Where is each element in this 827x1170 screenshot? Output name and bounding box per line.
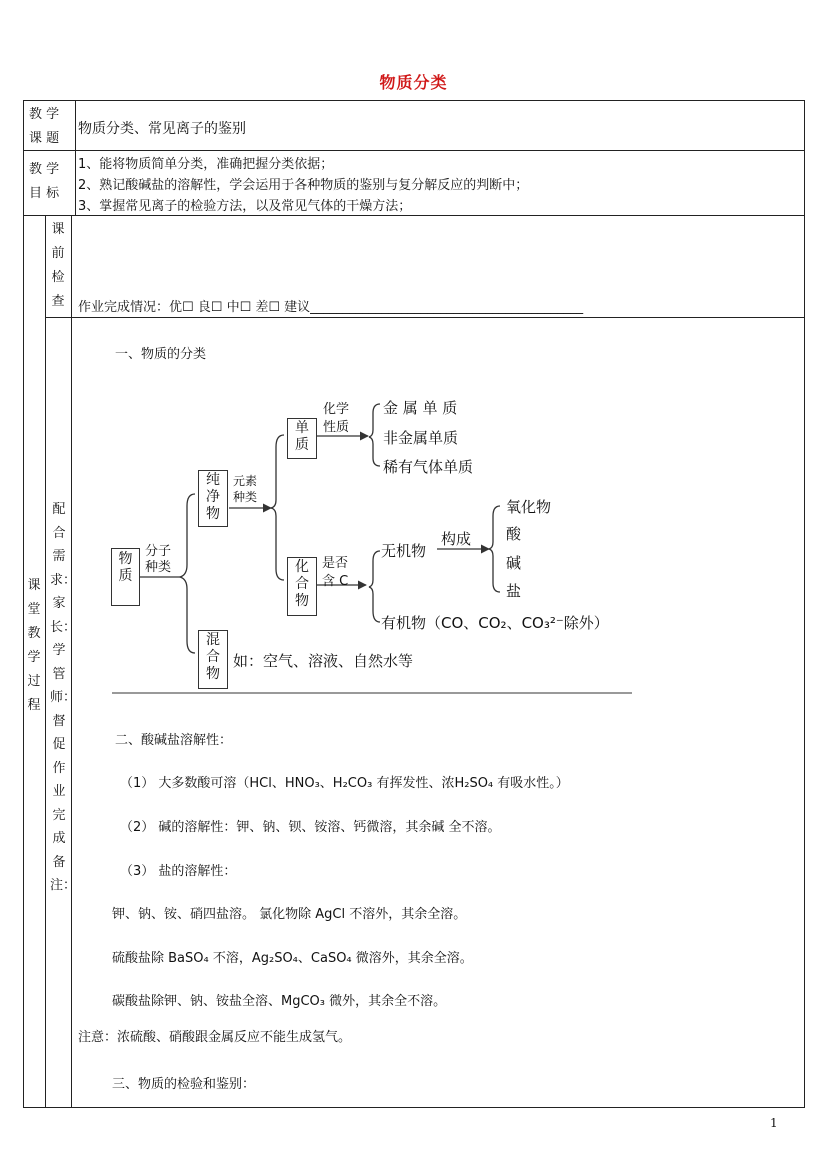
item-organic: 有机物（CO、CO₂、CO₃²⁻除外） <box>381 614 609 632</box>
suggestion-blank: __________________________________________ <box>310 300 584 315</box>
item-salt: 盐 <box>506 582 522 600</box>
label-element-kind: 元素 <box>233 474 258 488</box>
label-compose: 构成 <box>441 530 472 548</box>
process-label: 课堂教学过程 <box>27 578 41 713</box>
node-substance: 物质 <box>111 548 140 606</box>
section-heading: 一、物质的分类 <box>115 347 207 362</box>
item-acid: 酸 <box>506 525 522 543</box>
item-inorganic: 无机物 <box>381 542 427 560</box>
mixture-examples: 如：空气、溶液、自然水等 <box>233 652 414 670</box>
label-property: 性质 <box>323 420 350 435</box>
item-nonmetal: 非金属单质 <box>383 429 459 447</box>
label-kind-2: 种类 <box>233 490 258 504</box>
node-element: 单质 <box>287 418 317 459</box>
paragraph: 硫酸盐除 BaSO₄ 不溶，Ag₂SO₄、CaSO₄ 微溶外，其余全溶。 <box>112 951 473 966</box>
node-mixture: 混合物 <box>198 630 228 689</box>
label-kind: 种类 <box>145 560 172 575</box>
section-heading: 二、酸碱盐溶解性： <box>115 733 233 748</box>
section-heading: 三、物质的检验和鉴别： <box>112 1077 256 1092</box>
node-pure: 纯净物 <box>198 470 228 527</box>
homework-status: 作业完成情况：优☐ 良☐ 中☐ 差☐ 建议__________________________________________ <box>78 300 584 315</box>
note: 注意：浓硫酸、硝酸跟金属反应不能生成氢气。 <box>78 1030 352 1045</box>
goal-item: 2、熟记酸碱盐的溶解性，学会运用于各种物质的鉴别与复分解反应的判断中； <box>78 178 529 193</box>
paragraph: 碳酸盐除钾、钠、铵盐全溶、MgCO₃ 微外，其余全不溶。 <box>112 994 447 1009</box>
label-contains: 是否 <box>322 556 349 571</box>
process-note: 配合需求：家长：学管师：督促作业完成备注： <box>50 502 77 893</box>
check-label: 课前检查 <box>51 222 65 309</box>
goal-label: 教 学 目 标 <box>29 162 60 201</box>
goal-item: 3、掌握常见离子的检验方法，以及常见气体的干燥方法； <box>78 199 412 214</box>
item-noble-gas: 稀有气体单质 <box>383 458 474 476</box>
node-compound: 化合物 <box>287 557 317 616</box>
paragraph: （3） 盐的溶解性： <box>120 864 237 879</box>
topic-label: 教 学 课 题 <box>29 107 60 146</box>
item-metal: 金 属 单 质 <box>383 399 458 417</box>
item-base: 碱 <box>506 554 522 572</box>
goal-item: 1、能将物质简单分类，准确把握分类依据； <box>78 157 334 172</box>
label-molecule: 分子 <box>145 544 172 559</box>
page-number: 1 <box>770 1116 778 1130</box>
paragraph: （2） 碱的溶解性：钾、钠、钡、铵溶、钙微溶，其余碱 全不溶。 <box>120 820 501 835</box>
paragraph: 钾、钠、铵、硝四盐溶。 氯化物除 AgCl 不溶外，其余全溶。 <box>112 907 467 922</box>
label-carbon: 含 C <box>322 574 349 589</box>
paragraph: （1） 大多数酸可溶（HCl、HNO₃、H₂CO₃ 有挥发性、浓H₂SO₄ 有吸水性。） <box>120 776 569 791</box>
label-chemical: 化学 <box>323 402 350 417</box>
lesson-topic: 物质分类、常见离子的鉴别 <box>78 121 246 137</box>
page-title: 物质分类 <box>379 73 448 92</box>
item-oxide: 氧化物 <box>506 498 552 516</box>
